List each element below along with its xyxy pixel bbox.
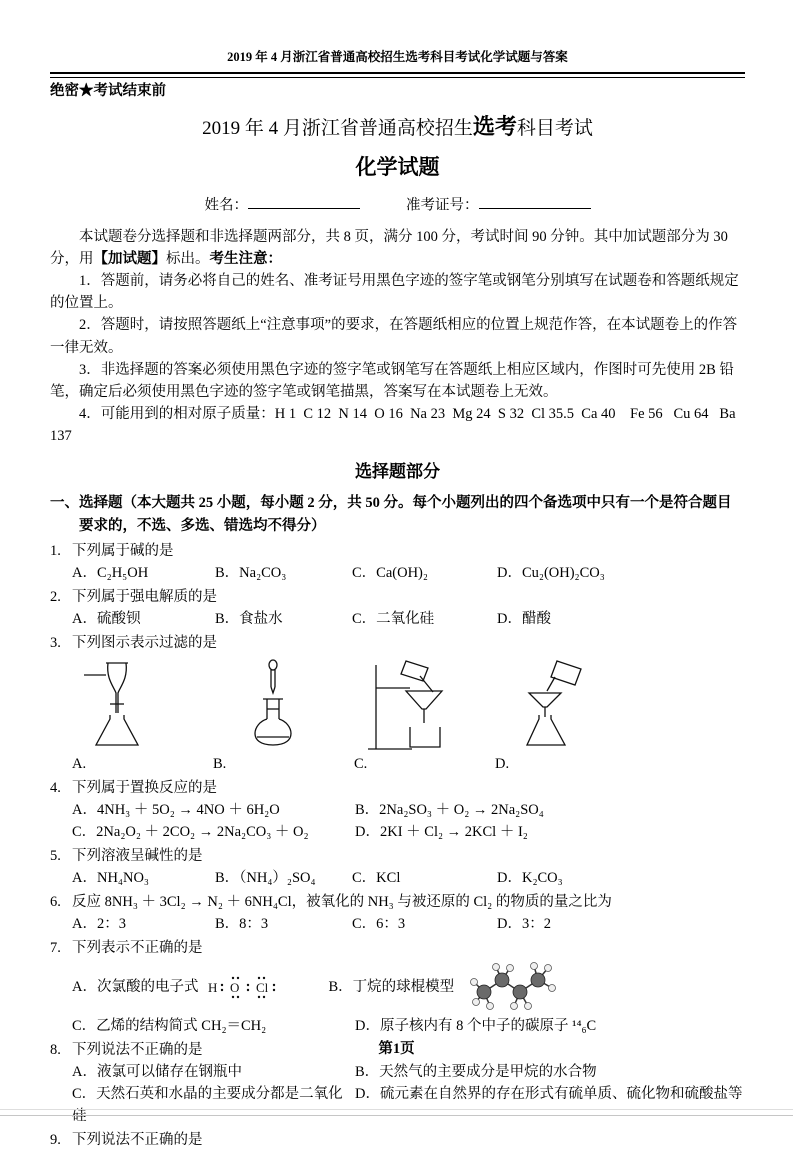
question-7-option-a: A．次氯酸的电子式: [72, 978, 199, 995]
question-1-option-d: D．Cu₂(OH)₂CO₃: [497, 564, 605, 581]
question-3: [50, 632, 745, 775]
exam-title-emphasis: 选考: [472, 114, 517, 140]
question-8-options-row-2: [72, 1083, 745, 1127]
butane-ball-stick-icon: [464, 960, 564, 1014]
question-1-option-b: B．Na₂CO₃: [215, 564, 287, 581]
notice-item-4-atomic-masses: 4．可能用到的相对原子质量：H 1 C 12 N 14 O 16 Na 23 Mg 24 S 32 Cl 35.5 Ca 40 Fe 56 Cu 64 Ba 137: [50, 405, 740, 444]
question-5-option-a: A．NH₄NO₃: [72, 869, 149, 886]
question-4-number: 4.: [50, 779, 61, 796]
figure-option-d: [495, 657, 636, 775]
figure-option-b: [213, 657, 354, 775]
question-5-number: 5.: [50, 847, 61, 864]
question-2-options: [72, 608, 745, 630]
question-1-number: 1.: [50, 542, 61, 559]
question-8-option-b: B．天然气的主要成分是甲烷的水合物: [355, 1064, 597, 1081]
question-2-stem: 下列属于强电解质的是: [72, 588, 217, 605]
question-4-options-row-1: [72, 799, 745, 821]
question-7-stem: 下列表示不正确的是: [72, 939, 203, 956]
document-header-note: 2019 年 4 月浙江省普通高校招生选考科目考试化学试题与答案: [227, 50, 568, 64]
question-7-options-row-1: [72, 959, 745, 1015]
volumetric-flask-dropper-icon: [213, 657, 333, 752]
question-5-stem: 下列溶液呈碱性的是: [72, 847, 203, 864]
notice-heading: 考生注意：: [209, 251, 282, 268]
question-3-stem: 下列图示表示过滤的是: [72, 634, 217, 651]
ticket-blank-field[interactable]: [479, 194, 591, 210]
question-6-stem: 反应 8NH₃ ＋ 3Cl₂ → N₂ ＋ 6NH₄Cl，被氧化的 NH₃ 与被还原的 Cl₂ 的物质的量之比为: [72, 893, 612, 910]
name-label: 姓名：: [204, 197, 248, 214]
figure-option-a: [72, 657, 213, 775]
question-2-option-c: C．二氧化硅: [352, 610, 435, 627]
question-4-option-c: C．2Na₂O₂ ＋ 2CO₂ → 2Na₂CO₃ ＋ O₂: [72, 823, 309, 840]
name-blank-field[interactable]: [248, 194, 360, 210]
question-6-number: 6.: [50, 893, 61, 910]
figure-label-c: C.: [354, 755, 368, 772]
exam-title-suffix: 科目考试: [516, 118, 593, 140]
question-1-option-c: C．Ca(OH)₂: [352, 564, 428, 581]
question-5-options: [72, 867, 745, 889]
page-edge-line-upper: [0, 1109, 793, 1110]
question-7: [50, 937, 745, 1037]
question-7-options-row-2: [72, 1015, 745, 1037]
question-4-options-row-2: [72, 821, 745, 843]
ticket-label: 准考证号：: [406, 197, 479, 214]
question-9-number: 9.: [50, 1132, 61, 1149]
question-8-option-c: C．天然石英和水晶的主要成分都是二氧化硅: [72, 1086, 343, 1125]
question-7-option-c: C．乙烯的结构简式 CH₂＝CH₂: [72, 1017, 267, 1034]
question-1-option-a: A．C₂H₅OH: [72, 564, 149, 581]
svg-text:H: H: [208, 979, 218, 995]
section-instructions: 一、选择题（本大题共 25 小题，每小题 2 分，共 50 分。每个小题列出的四个备选项中只有一个是符合题目要求的，不选、多选、错选均不得分）: [50, 495, 732, 534]
paper-title: 化学试题: [355, 154, 440, 179]
pouring-transfer-icon: [495, 657, 615, 752]
secret-label: 绝密★考试结束前: [50, 83, 166, 99]
intro-text-1: 本试题卷分选择题和非选择题两部分，共 8 页，满分 100 分，考试时间 90 分钟。其中加试题部分为 30 分，用: [50, 229, 728, 268]
question-1-stem: 下列属于碱的是: [72, 542, 174, 559]
exam-title: [50, 110, 745, 144]
page-number: 第1页: [378, 1040, 415, 1057]
filtration-apparatus-icon: [354, 657, 474, 752]
question-6-option-d: D．3：2: [497, 915, 551, 932]
header-divider: [50, 72, 745, 78]
question-8-option-d: D．硫元素在自然界的存在形式有硫单质、硫化物和硫酸盐等: [355, 1086, 743, 1103]
question-4-stem: 下列属于置换反应的是: [72, 779, 217, 796]
question-5-option-c: C．KCl: [352, 869, 401, 886]
question-7-number: 7.: [50, 939, 61, 956]
question-5-option-d: D．K₂CO₃: [497, 869, 563, 886]
figure-label-a: A.: [72, 755, 87, 772]
question-6: [50, 891, 745, 935]
question-3-figures: [72, 657, 745, 775]
intro-addendum-tag: 【加试题】: [93, 251, 166, 268]
hclo-electron-dot-icon: [206, 974, 284, 1000]
svg-text:O: O: [230, 979, 240, 995]
question-6-option-c: C．6：3: [352, 915, 406, 932]
section-title: 选择题部分: [355, 461, 440, 481]
question-3-number: 3.: [50, 634, 61, 651]
question-2: [50, 586, 745, 630]
exam-title-prefix: 2019 年 4 月浙江省普通高校招生: [202, 118, 473, 140]
question-4-option-a: A．4NH₃ ＋ 5O₂ → 4NO ＋ 6H₂O: [72, 801, 280, 818]
question-4-option-d: D．2KI ＋ Cl₂ → 2KCl ＋ I₂: [355, 823, 528, 840]
question-2-number: 2.: [50, 588, 61, 605]
figure-option-c: [354, 657, 495, 775]
notice-item-1: 1．答题前，请务必将自己的姓名、准考证号用黑色字迹的签字笔或钢笔分别填写在试题卷和答题纸规定的位置上。: [50, 273, 739, 312]
notice-item-3: 3．非选择题的答案必须使用黑色字迹的签字笔或钢笔写在答题纸上相应区域内，作图时可先使用 2B 铅笔，确定后必须使用黑色字迹的签字笔或钢笔描黑，答案写在本试题卷上无效。: [50, 361, 734, 400]
question-7-option-d: D．原子核内有 8 个中子的碳原子 ¹⁴₆C: [355, 1017, 597, 1034]
question-8-stem: 下列说法不正确的是: [72, 1042, 203, 1059]
intro-text-2: 标出。: [166, 251, 210, 268]
question-8-options-row-1: [72, 1061, 745, 1083]
question-6-option-a: A．2：3: [72, 915, 126, 932]
candidate-info-row: [50, 194, 745, 217]
question-1-options: [72, 562, 745, 584]
question-4-option-b: B．2Na₂SO₃ ＋ O₂ → 2Na₂SO₄: [355, 801, 544, 818]
question-7-option-b: B．丁烷的球棍模型: [328, 978, 455, 995]
question-9-stem: 下列说法不正确的是: [72, 1132, 203, 1149]
question-6-option-b: B．8：3: [215, 915, 269, 932]
question-9: [50, 1129, 745, 1151]
question-2-option-b: B．食盐水: [215, 610, 283, 627]
page-edge-line-lower: [0, 1115, 793, 1116]
notice-item-2: 2．答题时，请按照答题纸上“注意事项”的要求，在答题纸相应的位置上规范作答，在本试题卷上的作答一律无效。: [50, 317, 738, 356]
question-2-option-a: A．硫酸钡: [72, 610, 141, 627]
svg-text:Cl: Cl: [256, 979, 269, 995]
question-2-option-d: D．醋酸: [497, 610, 551, 627]
question-8-number: 8.: [50, 1042, 61, 1059]
question-4: [50, 777, 745, 843]
question-5-option-b: B．（NH₄）₂SO₄: [215, 869, 316, 886]
question-6-options: [72, 913, 745, 935]
figure-label-d: D.: [495, 755, 510, 772]
exam-intro-paragraph: [50, 226, 745, 270]
figure-label-b: B.: [213, 755, 227, 772]
question-1: [50, 540, 745, 584]
question-8-option-a: A．液氯可以储存在钢瓶中: [72, 1064, 242, 1081]
question-5: [50, 845, 745, 889]
separating-funnel-icon: [72, 657, 192, 752]
